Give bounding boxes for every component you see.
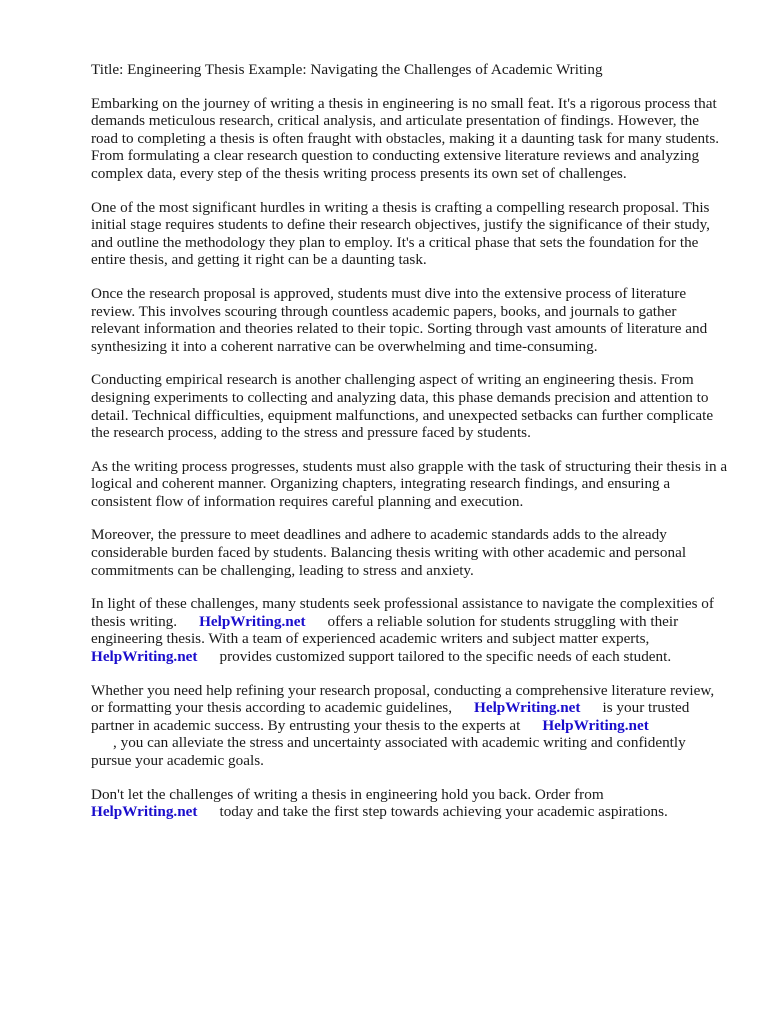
helpwriting-link[interactable]: HelpWriting.net <box>474 699 581 717</box>
paragraph-text: In light of these challenges, many students seek professional assistance to navigate the complexities of thesis writing. <box>91 595 714 630</box>
paragraph-text: Don't let the challenges of writing a thesis in engineering hold you back. Order from <box>91 785 604 803</box>
paragraph-text: offers a reliable solution for students struggling with their engineering thesis. With a team of experienced academic writers and subject matter experts, <box>91 612 679 648</box>
paragraph-structuring: As the writing process progresses, students must also grapple with the task of structuring their thesis in a logical and coherent manner. Organizing chapters, integrating research findings, and ensuring a consistent flow of information requires careful planning and execution. <box>91 457 728 510</box>
paragraph-text: today and take the first step towards achieving your academic aspirations. <box>219 803 668 821</box>
paragraph-deadlines: Moreover, the pressure to meet deadlines and adhere to academic standards adds to the already considerable burden faced by students. Balancing thesis writing with other academic and personal commitments can be challenging, leading to stress and anxiety. <box>91 526 687 579</box>
paragraph-text: Whether you need help refining your research proposal, conducting a comprehensive literature review, or formatting your thesis according to academic guidelines, <box>91 681 715 717</box>
paragraph-help-options <box>91 682 728 770</box>
paragraph-literature-review: Once the research proposal is approved, students must dive into the extensive process of literature review. This involves scouring through countless academic papers, books, and journals to gather relevant information and theories related to their topic. Sorting through vast amounts of literature and synthesizing it into a coherent narrative can be overwhelming and time-consuming. <box>91 284 708 355</box>
helpwriting-link[interactable]: HelpWriting.net <box>91 648 198 666</box>
paragraph-empirical-research: Conducting empirical research is another challenging aspect of writing an engineering thesis. From designing experiments to collecting and analyzing data, this phase demands precision and attention to detail. Technical difficulties, equipment malfunctions, and unexpected setbacks can further complicate the research process, adding to the stress and pressure faced by students. <box>91 371 714 442</box>
paragraph-professional-assistance <box>91 595 728 665</box>
helpwriting-link[interactable]: HelpWriting.net <box>91 803 198 821</box>
paragraph-text: provides customized support tailored to the specific needs of each student. <box>219 648 672 666</box>
paragraph-intro: Embarking on the journey of writing a thesis in engineering is no small feat. It's a rigorous process that demands meticulous research, critical analysis, and articulate presentation of findings. However, the road to completing a thesis is often fraught with obstacles, making it a daunting task for many students. From formulating a clear research question to conducting extensive literature reviews and analyzing complex data, every step of the thesis writing process presents its own set of challenges. <box>91 94 720 182</box>
paragraph-text: , you can alleviate the stress and uncertainty associated with academic writing and confidently pursue your academic goals. <box>91 734 686 769</box>
paragraph-call-to-action <box>91 786 728 821</box>
helpwriting-link[interactable]: HelpWriting.net <box>542 716 649 734</box>
helpwriting-link[interactable]: HelpWriting.net <box>199 612 306 630</box>
paragraph-research-proposal: One of the most significant hurdles in writing a thesis is crafting a compelling research proposal. This initial stage requires students to define their research objectives, justify the significance of their study, and outline the methodology they plan to employ. It's a critical phase that sets the foundation for the entire thesis, and getting it right can be a daunting task. <box>91 198 710 269</box>
document-title: Title: Engineering Thesis Example: Navigating the Challenges of Academic Writing <box>91 61 603 78</box>
paragraph-text: is your trusted partner in academic success. By entrusting your thesis to the experts at <box>91 699 690 734</box>
